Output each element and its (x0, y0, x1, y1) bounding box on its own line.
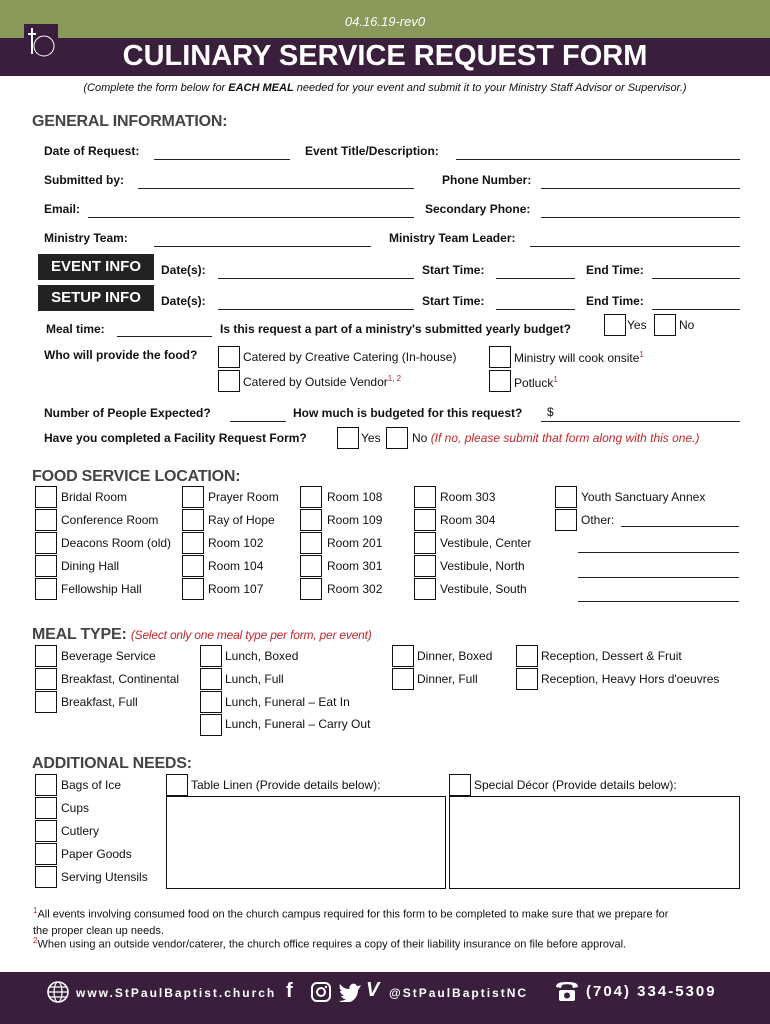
location-label: Prayer Room (208, 490, 279, 504)
meal-checkbox[interactable] (35, 645, 57, 667)
other-location-field[interactable] (621, 526, 739, 527)
email-label: Email: (44, 202, 81, 216)
meal-time-label: Meal time: (46, 322, 105, 336)
budget-no-label: No (679, 318, 695, 332)
footnote-1: $^1$All events involving consumed food on the church campus required for this form to be completed to make sure that we prepare for the proper clean up needs. (33, 906, 669, 937)
potluck-checkbox[interactable] (489, 370, 511, 392)
phone-field[interactable] (541, 188, 740, 189)
event-dates-label: Date(s): (161, 263, 206, 277)
location-checkbox[interactable] (35, 555, 57, 577)
location-checkbox[interactable] (414, 555, 436, 577)
other-location-line[interactable] (578, 577, 739, 578)
event-dates-field[interactable] (218, 278, 414, 279)
facility-yes-checkbox[interactable] (337, 427, 359, 449)
setup-start-label: Start Time: (422, 294, 485, 308)
event-start-label: Start Time: (422, 263, 485, 277)
meal-checkbox[interactable] (392, 668, 414, 690)
secondary-phone-field[interactable] (541, 217, 740, 218)
setup-dates-field[interactable] (218, 309, 414, 310)
additional-checkbox[interactable] (35, 820, 57, 842)
location-checkbox[interactable] (414, 578, 436, 600)
location-checkbox[interactable] (300, 532, 322, 554)
other-location-line[interactable] (578, 601, 739, 602)
meal-checkbox[interactable] (516, 645, 538, 667)
revision-label: 04.16.19-rev0 (344, 14, 426, 29)
meal-checkbox[interactable] (516, 668, 538, 690)
facility-no-checkbox[interactable] (386, 427, 408, 449)
outside-vendor-label: Catered by Outside Vendor$^{1, 2}$ (243, 374, 402, 389)
budget-yes-checkbox[interactable] (604, 314, 626, 336)
event-info-tag: EVENT INFO (38, 254, 154, 280)
church-logo (24, 24, 58, 64)
additional-label: Cups (61, 801, 90, 815)
meal-label: Lunch, Funeral – Eat In (225, 695, 350, 709)
footer-social-handle[interactable]: @StPaulBaptistNC (389, 986, 529, 1000)
location-checkbox[interactable] (182, 555, 204, 577)
location-checkbox[interactable] (35, 578, 57, 600)
additional-label: Cutlery (61, 824, 100, 838)
form-subtitle: (Complete the form below for EACH MEAL needed for your event and submit it to your Ministry Staff Advisor or Supervisor.) (83, 82, 687, 94)
additional-checkbox[interactable] (35, 774, 57, 796)
location-label: Room 107 (208, 582, 264, 596)
ministry-leader-field[interactable] (530, 246, 740, 247)
additional-checkbox[interactable] (35, 843, 57, 865)
submitted-by-label: Submitted by: (44, 173, 124, 187)
meal-label: Dinner, Full (417, 672, 478, 686)
table-linen-details[interactable] (166, 796, 446, 889)
location-label: Bridal Room (61, 490, 128, 504)
other-location-line[interactable] (578, 552, 739, 553)
location-checkbox[interactable] (182, 578, 204, 600)
budget-question: Is this request a part of a ministry's submitted yearly budget? (220, 322, 571, 336)
location-label: Vestibule, North (440, 559, 525, 573)
email-field[interactable] (88, 217, 414, 218)
location-label: Conference Room (61, 513, 159, 527)
location-checkbox[interactable] (35, 486, 57, 508)
location-label: Room 108 (327, 490, 383, 504)
location-checkbox[interactable] (35, 509, 57, 531)
event-start-field[interactable] (496, 278, 575, 279)
meal-label: Dinner, Boxed (417, 649, 493, 663)
instagram-icon[interactable] (311, 982, 331, 1002)
additional-label: Bags of Ice (61, 778, 122, 792)
location-checkbox[interactable] (555, 486, 577, 508)
facility-question: Have you completed a Facility Request Form? (44, 431, 307, 445)
meal-label: Reception, Dessert & Fruit (541, 649, 682, 663)
location-other-label: Other: (581, 513, 615, 527)
location-label: Room 109 (327, 513, 383, 527)
location-label: Room 303 (440, 490, 496, 504)
special-decor-label: Special Décor (Provide details below): (474, 778, 677, 792)
meal-label: Breakfast, Continental (61, 672, 180, 686)
special-decor-details[interactable] (449, 796, 740, 889)
meal-label: Reception, Heavy Hors d'oeuvres (541, 672, 720, 686)
meal-time-field[interactable] (117, 336, 212, 337)
inhouse-checkbox[interactable] (218, 346, 240, 368)
outside-vendor-checkbox[interactable] (218, 370, 240, 392)
phone-icon (554, 979, 580, 1003)
secondary-phone-label: Secondary Phone: (425, 202, 531, 216)
location-label: Dining Hall (61, 559, 120, 573)
cook-onsite-checkbox[interactable] (489, 346, 511, 368)
event-end-label: End Time: (586, 263, 644, 277)
additional-checkbox[interactable] (35, 797, 57, 819)
location-checkbox[interactable] (182, 509, 204, 531)
facility-yes-label: Yes (361, 431, 381, 445)
location-checkbox[interactable] (414, 486, 436, 508)
cook-onsite-label: Ministry will cook onsite$^1$ (514, 350, 644, 365)
location-checkbox[interactable] (414, 532, 436, 554)
additional-label: Serving Utensils (61, 870, 148, 884)
location-label: Room 301 (327, 559, 383, 573)
location-checkbox[interactable] (35, 532, 57, 554)
date-of-request-field[interactable] (154, 159, 290, 160)
location-label: Ray of Hope (208, 513, 275, 527)
ministry-leader-label: Ministry Team Leader: (389, 231, 516, 245)
footer-website[interactable]: www.StPaulBaptist.church (76, 986, 277, 1000)
budgeted-label: How much is budgeted for this request? (293, 406, 523, 420)
people-expected-field[interactable] (230, 421, 286, 422)
meal-label: Beverage Service (61, 649, 156, 663)
setup-info-tag: SETUP INFO (38, 285, 154, 311)
form-title: CULINARY SERVICE REQUEST FORM (122, 40, 648, 72)
meal-checkbox[interactable] (200, 668, 222, 690)
location-checkbox[interactable] (182, 532, 204, 554)
event-title-label: Event Title/Description: (305, 144, 439, 158)
who-food-label: Who will provide the food? (44, 348, 198, 362)
ministry-team-label: Ministry Team: (44, 231, 128, 245)
budget-yes-label: Yes (627, 318, 647, 332)
inhouse-label: Catered by Creative Catering (In-house) (243, 350, 457, 364)
location-label: Room 102 (208, 536, 264, 550)
meal-checkbox[interactable] (200, 714, 222, 736)
location-label: Room 304 (440, 513, 496, 527)
additional-checkbox[interactable] (35, 866, 57, 888)
twitter-icon[interactable] (338, 982, 362, 1002)
meal-checkbox[interactable] (35, 668, 57, 690)
location-checkbox[interactable] (555, 509, 577, 531)
meal-label: Lunch, Full (225, 672, 284, 686)
location-label: Fellowship Hall (61, 582, 142, 596)
globe-icon (46, 980, 70, 1004)
location-checkbox[interactable] (182, 486, 204, 508)
footnote-2: $^2$When using an outside vendor/caterer, the church office requires a copy of their liability insurance on file before approval. (33, 936, 627, 951)
meal-checkbox[interactable] (35, 691, 57, 713)
event-end-field[interactable] (652, 278, 740, 279)
meal-checkbox[interactable] (392, 645, 414, 667)
additional-label: Paper Goods (61, 847, 132, 861)
facility-no-label: No (If no, please submit that form along with this one.) (412, 431, 700, 445)
location-label: Youth Sanctuary Annex (581, 490, 706, 504)
footer-phone[interactable]: (704) 334-5309 (586, 983, 717, 1000)
meal-label: Lunch, Boxed (225, 649, 299, 663)
additional-heading: ADDITIONAL NEEDS: (32, 755, 192, 772)
meal-label: Breakfast, Full (61, 695, 138, 709)
facebook-icon[interactable]: f (286, 980, 293, 1002)
location-label: Vestibule, South (440, 582, 527, 596)
event-title-field[interactable] (456, 159, 740, 160)
date-of-request-label: Date of Request: (44, 144, 140, 158)
people-expected-label: Number of People Expected? (44, 406, 211, 420)
ministry-team-field[interactable] (154, 246, 371, 247)
table-linen-label: Table Linen (Provide details below): (191, 778, 381, 792)
meal-heading: MEAL TYPE: (Select only one meal type per form, per event) (32, 626, 372, 643)
meal-checkbox[interactable] (200, 691, 222, 713)
general-info-heading: GENERAL INFORMATION: (32, 113, 228, 130)
setup-end-label: End Time: (586, 294, 644, 308)
location-label: Room 302 (327, 582, 383, 596)
vimeo-icon[interactable]: V (366, 979, 380, 1001)
dollar-sign: $ (547, 405, 554, 419)
location-checkbox[interactable] (414, 509, 436, 531)
location-checkbox[interactable] (300, 578, 322, 600)
location-checkbox[interactable] (300, 509, 322, 531)
setup-dates-label: Date(s): (161, 294, 206, 308)
location-checkbox[interactable] (300, 486, 322, 508)
location-checkbox[interactable] (300, 555, 322, 577)
location-label: Vestibule, Center (440, 536, 532, 550)
location-label: Room 201 (327, 536, 383, 550)
phone-label: Phone Number: (442, 173, 532, 187)
meal-label: Lunch, Funeral – Carry Out (225, 717, 371, 731)
budget-no-checkbox[interactable] (654, 314, 676, 336)
special-decor-checkbox[interactable] (449, 774, 471, 796)
location-label: Room 104 (208, 559, 264, 573)
setup-start-field[interactable] (496, 309, 575, 310)
location-heading: FOOD SERVICE LOCATION: (32, 468, 241, 485)
submitted-by-field[interactable] (138, 188, 414, 189)
meal-checkbox[interactable] (200, 645, 222, 667)
location-label: Deacons Room (old) (61, 536, 172, 550)
setup-end-field[interactable] (652, 309, 740, 310)
potluck-label: Potluck$^1$ (514, 375, 558, 390)
table-linen-checkbox[interactable] (166, 774, 188, 796)
budget-amount-field[interactable] (541, 421, 740, 422)
